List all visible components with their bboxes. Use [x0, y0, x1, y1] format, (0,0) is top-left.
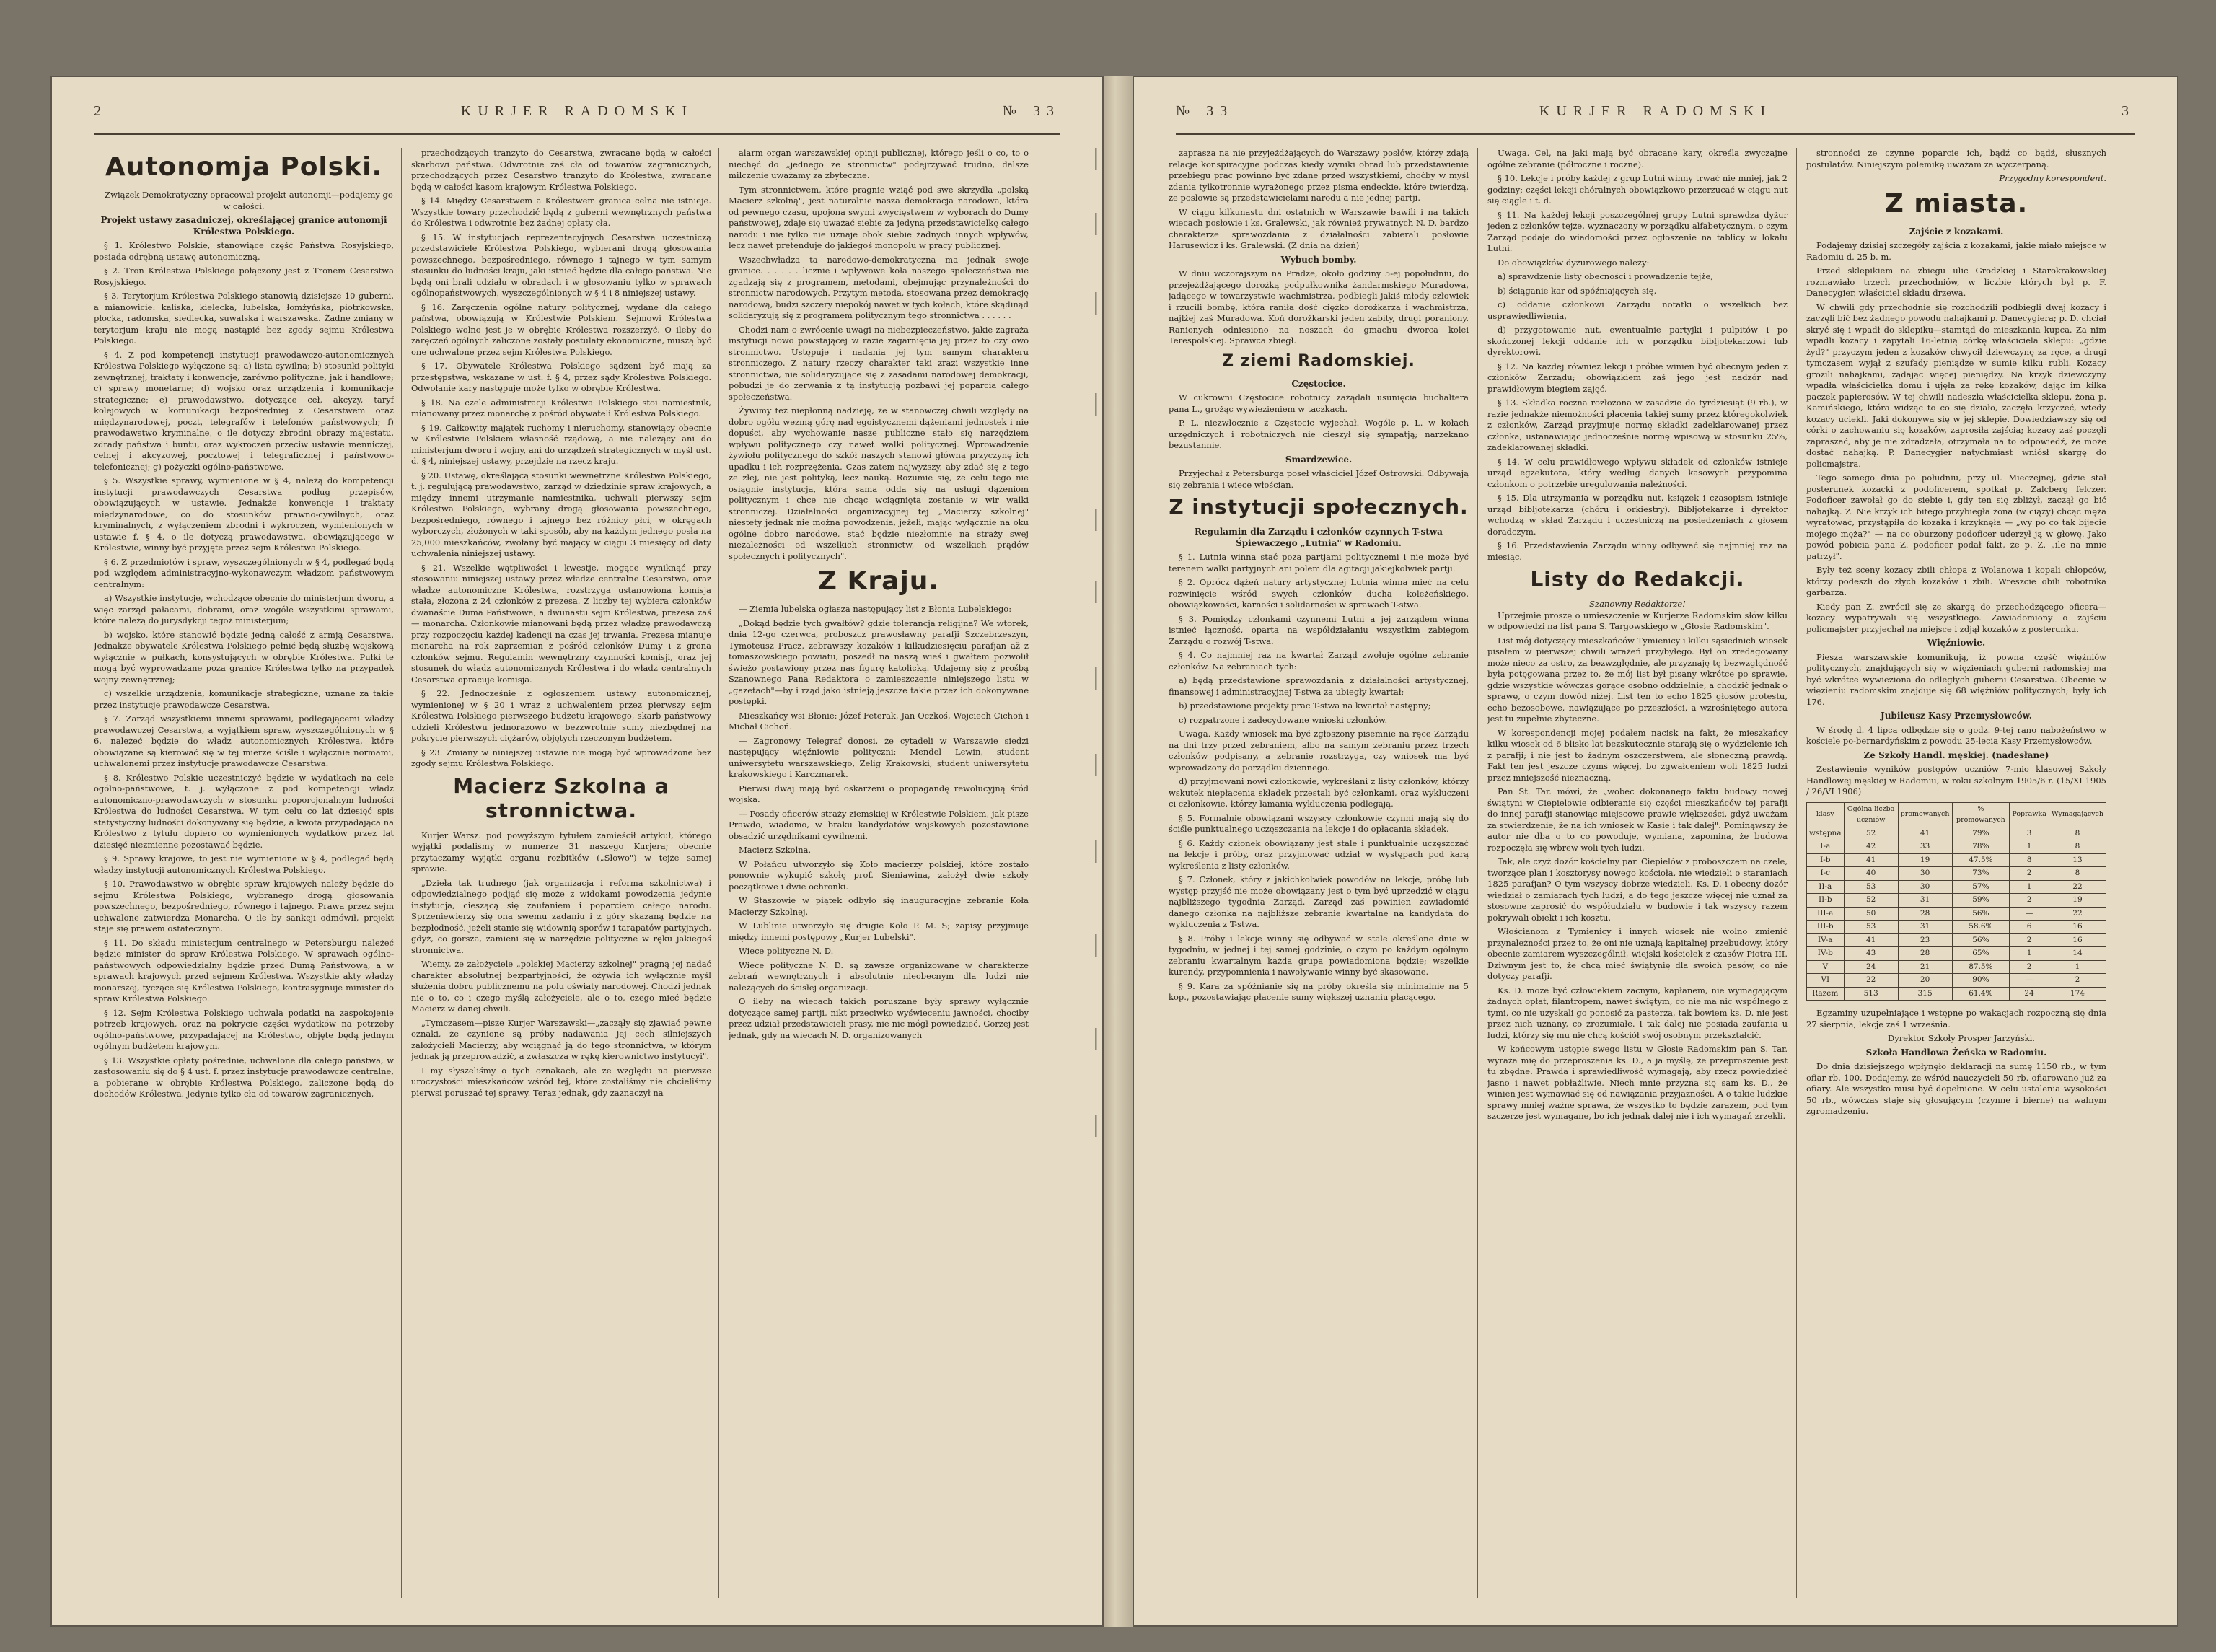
article-paragraph: § 1. Królestwo Polskie, stanowiące część Państwa Rosyjskiego, posiada odrębną ustawę autonomiczną. [94, 240, 394, 262]
article-paragraph: — Ziemia lubelska ogłasza następujący list z Błonia Lubelskiego: [739, 604, 1012, 614]
table-cell: I-c [1807, 867, 1845, 881]
article-paragraph: § 14. Między Cesarstwem a Królestwem granica celna nie istnieje. Wszystkie towary przechodzić będą z guberni wewnętrznych państwa do Królestwa i odwrotnie bez żadnej opłaty cła. [411, 195, 711, 228]
article-paragraph: § 7. Członek, który z jakichkolwiek powodów na lekcje, próbę lub występ przyjść nie może obowiązany jest o tym być uprzedzić w ciągu najbliższego tygodnia Zarząd. Zarząd zaś powinien zawiadomić danego członka na najbliższe zebranie kwartalne na kandydata do wykluczenia z T-stwa. [1169, 874, 1469, 929]
table-cell: 90% [1952, 974, 2010, 988]
table-cell: 59% [1952, 894, 2010, 908]
article-paragraph: W cukrowni Częstocice robotnicy zażądali usunięcia buchaltera pana L., grożąc wywiezieniem w taczkach. [1169, 392, 1469, 414]
article-paragraph: Włościanom z Tymienicy i innych wiosek nie wolno zmienić przynależności przez to, że oni nie uznają kapitalnej przebudowy, który obecnie zamiarem wyszczególnił, wiejski kościołek z czasów Piotra III. Dziwnym jest to, że chcą mieć świątynię dla swoich pasów, co nie dotyczy parafji. [1487, 926, 1788, 981]
right-column-3 [1806, 148, 2106, 1598]
table-cell: 22 [2049, 880, 2106, 894]
section-subhead: Częstocice. [1291, 378, 1346, 389]
table-row [1807, 907, 2106, 921]
table-cell: 1 [2010, 840, 2049, 854]
article-paragraph: Zestawienie wyników postępów uczniów 7-mio klasowej Szkoły Handlowej męskiej w Radomiu, w roku szkolnym 1905/6 r. (15/XI 1905 / 26/VI 1906) [1806, 764, 2106, 796]
right-newspaper-page [1133, 76, 2178, 1627]
article-paragraph: Pan St. Tar. mówi, że „wobec dokonanego faktu budowy nowej świątyni w Ciepielowie odbieranie się części mieszkańców tej parafji do innej parafji stanowiąc miejscowe prawie większości, gdyż uważam za stwierdzenie, że na ich wniosek w Kasie i tak dalej". Pominąwszy że autor nie dba o to co powoduje, wymiana, zapomina, że budowa rozpoczęła się wbrew woli tych ludzi. [1487, 786, 1788, 853]
article-heading: Z Kraju. [817, 566, 940, 596]
article-paragraph: Pierwsi dwaj mają być oskarżeni o propagandę rewolucyjną śród wojska. [729, 783, 1029, 804]
article-heading: Z miasta. [1884, 188, 2028, 219]
table-cell: IV-a [1807, 933, 1845, 947]
article-paragraph: b) ściąganie kar od spóźniających się, [1498, 285, 1657, 296]
article-paragraph: Tego samego dnia po południu, przy ul. Mieczejnej, gdzie stał posterunek kozacki z podoficerem, spotkał p. Zalcberg felczer. Podoficer zawołał go do siebie i, gdy ten się zbliżył, zaczął go bić nahajką. Z. Nie krzyk ich bitego przybiegła żona (w ciąży) chcąc męża wyratować, przystąpiła do kozaka i krzyknęła — „wy po co tak bijecie mojego męża?" — na co oburzony podoficer uderzył ją w głowę. Jako powód pobicia pana Z. podoficer podał fakt, że p. Z. „ile na mnie patrzył". [1806, 473, 2106, 561]
table-cell: 73% [1952, 867, 2010, 881]
table-cell: 8 [2049, 867, 2106, 881]
table-cell: 53 [1844, 921, 1898, 934]
article-body [411, 830, 711, 1099]
article-body [1169, 552, 1469, 1003]
article-paragraph: § 6. Z przedmiotów i spraw, wyszczególnionych w § 4, podlegać będą pod względem administracyjno-wykonawczym władzom państwowym centralnym: [94, 556, 394, 589]
page-number: 2 [94, 103, 107, 119]
table-cell: 65% [1952, 947, 2010, 961]
table-cell: 19 [1898, 853, 1952, 867]
table-cell: 2 [2010, 867, 2049, 881]
article-paragraph: Tak, ale czyż dozór kościelny par. Ciepielów z proboszczem na czele, tworzące plan i kosztorysy nowego kościoła, nie wiedzieli o staraniach 1825 parafjan? O tym wszyscy dobrze wiedzieli. Ks. D. i obecny dozór wiedział o zamiarach tych ludzi, a do tego jeszcze więcej nie uznał za stosowne zaprosić do współudziału w budowie i tak wszyscy razem pokrywali obiekt i ich kosztu. [1487, 856, 1788, 923]
table-cell: 3 [2010, 827, 2049, 840]
fold-mark: | [1094, 289, 1099, 315]
article-body [1487, 148, 1788, 563]
article-paragraph: przechodzących tranzyto do Cesarstwa, zwracane będą w całości skarbowi państwa. Odwrotnie zaś cła od towarów zagranicznych, przechodzących przez Cesarstwo tranzyto do Królestwa, zwracane będą w całości kasom krajowym Królestwa Polskiego. [411, 148, 711, 192]
article-paragraph: d) przyjmowani nowi członkowie, wykreślani z listy członków, którzy wskutek niepłacenia składek przestali być członkami, oraz wykluczeni ci członkowie, którzy łamania wykluczenia podlegają. [1169, 776, 1469, 809]
issue-number: № 33 [1176, 103, 1234, 119]
article-body [94, 240, 394, 1100]
table-cell: 2 [2010, 933, 2049, 947]
article-heading: Z instytucji społecznych. [1169, 495, 1469, 519]
table-cell: 53 [1844, 880, 1898, 894]
article-paragraph: W środę d. 4 lipca odbędzie się o godz. 9-tej rano nabożeństwo w kościele po-bernardyńskim z powodu 25-lecia Kasy Przemysłowców. [1806, 724, 2106, 746]
table-cell: — [2010, 974, 2049, 988]
table-cell: I-b [1807, 853, 1845, 867]
table-row [1807, 947, 2106, 961]
article-heading: Z ziemi Radomskiej. [1222, 351, 1415, 370]
table-cell: IV-b [1807, 947, 1845, 961]
table-row [1807, 880, 2106, 894]
article-paragraph: § 16. Zaręczenia ogólne natury politycznej, wydane dla całego państwa, obowiązują w Królestwie Polskiem. Sejmowi Królestwa Polskiego wolno jest je w obrębie Królestwa rozszerzyć. O ileby do zaręczeń ogólnych zaliczone zostały postulaty ekonomiczne, muszą być one uchwalone przez sejm Królestwa Polskiego. [411, 302, 711, 357]
article-paragraph: Uprzejmie proszę o umieszczenie w Kurjerze Radomskim słów kilku w odpowiedzi na list pana S. Targowskiego w „Głosie Radomskim". [1487, 610, 1788, 631]
article-paragraph: Podajemy dzisiaj szczegóły zajścia z kozakami, jakie miało miejsce w Radomiu d. 25 b. m. [1806, 240, 2106, 262]
article-paragraph: „Tymczasem—pisze Kurjer Warszawski—„zacząły się zjawiać pewne oznaki, że czynione są próby nadawania jej cech silniejszych założycieli Macierzy, aby wciągnąć ją do tego stronnictwa, w którym jednak ją przeprowadzić, a zwłaszcza w rękę kierownictwo instytucyi". [411, 1017, 711, 1061]
article-paragraph: § 9. Kara za spóźnianie się na próby określa się minimalnie na 5 kop., pozostawiając płacenie sumy większej uznaniu płacącego. [1169, 980, 1469, 1002]
article-paragraph: W Staszowie w piątek odbyło się inauguracyjne zebranie Koła Macierzy Szkolnej. [729, 895, 1029, 917]
article-paragraph: P. L. niezwłocznie z Częstocic wyjechał. Wogóle p. L. w kołach urzędniczych i robotniczych nie cieszył się sympatją; narzekano bezustannie. [1169, 418, 1469, 450]
table-cell: 22 [2049, 907, 2106, 921]
table-cell: 23 [1898, 933, 1952, 947]
section-subhead: Zajście z kozakami. [1909, 226, 2004, 237]
table-cell: 28 [1898, 907, 1952, 921]
article-paragraph: W Połańcu utworzyło się Koło macierzy polskiej, które zostało ponownie wykupić szkołę prof. Sieniawina, założył dwie szkoły początkowe i dwie ochronki. [729, 858, 1029, 892]
article-paragraph: Mieszkańcy wsi Błonie: Józef Feterak, Jan Oczkoś, Wojciech Cichoń i Michał Cichoń. [729, 710, 1029, 731]
table-cell: 50 [1844, 907, 1898, 921]
article-body [1806, 148, 2106, 170]
article-paragraph: § 17. Obywatele Królestwa Polskiego sądzeni być mają za przestępstwa, wskazane w ust. f. § 4, przez sądy Królestwa Polskiego. Odwołanie kary następuje może tylko w obrębie Królestwa. [411, 361, 711, 393]
issue-number: № 33 [1002, 103, 1060, 119]
table-cell: 1 [2010, 880, 2049, 894]
article-paragraph: Chodzi nam o zwrócenie uwagi na niebezpieczeństwo, jakie zagraża instytucji nowo powstającej w razie zagarnięcia jej przez to czy owo stronnictwo. Ustępuje i nadania jej tym samym charakteru stronniczego. Z natury rzeczy charakter taki zrazi wszystkie inne stronnictwa, nie solidaryzujące się z zasadami narodowej demokracji, pobudzi je do zerwania z tą instytucją pozbawi jej poparcia całego społeczeństwa. [729, 324, 1029, 402]
article-paragraph: § 15. Dla utrzymania w porządku nut, książek i czasopism istnieje urząd bibljotekarza (chóru i orkiestry). Bibljotekarze i dyrektor wchodzą w skład Zarządu i uczestniczą na posiedzeniach z głosem doradczym. [1487, 493, 1788, 537]
article-paragraph: a) będą przedstawione sprawozdania z działalności artystycznej, finansowej i administracyjnej T-stwa za ubiegły kwartał; [1169, 675, 1469, 697]
table-cell: 33 [1898, 840, 1952, 854]
article-paragraph: stronności ze czynne poparcie ich, bądź co bądź, słusznych postulatów. Niniejszym polemikę uważam za wyczerpaną. [1806, 148, 2106, 170]
fold-mark: | [1094, 750, 1099, 777]
table-cell: — [2010, 907, 2049, 921]
article-body [1487, 610, 1788, 1122]
table-cell: 41 [1844, 933, 1898, 947]
article-paragraph: § 13. Wszystkie opłaty pośrednie, uchwalone dla całego państwa, w zastosowaniu się do § 4 ust. f. przez instytucje prawodawcze centralne, a pobierane w obrębie Królestwa Polskiego, zaliczone będą do dochodów Królestwa. Jedynie tylko cła od towarów zagranicznych, [94, 1055, 394, 1099]
table-cell: 513 [1844, 987, 1898, 1001]
table-cell: 61.4% [1952, 987, 2010, 1001]
salutation: Szanowny Redaktorze! [1589, 599, 1686, 609]
section-subhead: Ze Szkoły Handl. męskiej. (nadesłane) [1863, 750, 2049, 760]
article-paragraph: Wszechwładza ta narodowo-demokratyczna ma jednak swoje granice. . . . . . licznie i wpływowe koła naszego społeczeństwa nie zgadzają się z programem, metodami, obejmując przynależności do stronnictw narodowych. Przytym metoda, stosowana przez demokrację narodową, budzi szczery niepokój nawet w tych kołach, które skądinąd solidaryzują się z programem politycznym tego stronnictwa . . . . . . [729, 254, 1029, 320]
article-heading: Macierz Szkolna a stronnictwa. [453, 773, 669, 822]
article-paragraph: Do dnia dzisiejszego wpłynęło deklaracji na sumę 1150 rb., w tym ofiar rb. 100. Dodajemy, że wśród nauczycieli 50 rb. ofiarowano już za ofiary. Ale wszystko musi być dopełnione. W celu ustalenia wysokości 50 rb., wówczas staje się głosującym (czynne i bierne) na walnym zgromadzeniu. [1806, 1061, 2106, 1116]
article-paragraph: alarm organ warszawskiej opinji publicznej, którego jeśli o co, to o niechęć do „jednego ze stronnictw" podejrzywać trudno, dalsze milczenie uważamy za zbyteczne. [729, 148, 1029, 180]
section-subhead: Więźniowie. [1927, 638, 1986, 648]
running-header [1176, 103, 2135, 125]
article-paragraph: § 22. Jednocześnie z ogłoszeniem ustawy autonomicznej, wymienionej w § 20 i wraz z uchwaleniem przez pierwszy sejm Królestwa Polskiego pierwszego budżetu krajowego, skarb państwowy udzieli Królestwu jednorazowo w bezzwrotnie sumy niezbędnej na pokrycie pierwszych ciężarów, objętych rzeczonym budżetem. [411, 688, 711, 743]
column-divider [401, 148, 402, 1598]
table-row [1807, 853, 2106, 867]
table-cell: 8 [2049, 840, 2106, 854]
article-paragraph: d) przygotowanie nut, ewentualnie partyjki i pulpitów i po skończonej lekcji oddanie ich w porządku bibljotekarzowi lub dyrektorowi. [1487, 325, 1788, 357]
running-header [94, 103, 1060, 125]
table-cell: 1 [2049, 960, 2106, 974]
article-paragraph: Kiedy pan Z. zwrócił się ze skargą do przechodzącego oficera—kozacy wypatrywali się wszystkiego. Zawiadomiony o zajściu policmajster przyjechał na miejsce i zdjął kozaków z posterunku. [1806, 601, 2106, 634]
left-column-1 [94, 148, 394, 1598]
article-paragraph: W chwili gdy przechodnie się rozchodzili podbiegli dwaj kozacy i zaczęli bić bez żadnego powodu nahajkami p. Danecygiera; p. D. chciał skryć się i wpadł do sklepiku—stamtąd do mieszkania kupca. Za nim wpadli kozacy i zapytali 16-letnią córkę właściciela sklepu: „gdzie żyd?" przyczym jeden z kozaków chwycił dziewczynę za ręce, a drugi tymczasem wyjął z szufady pieniądze w sumie kilku rubli. Kozacy grozili nahajkami, żądając więcej pieniędzy. Na krzyk dziewczyny wpadła właścicielka domu i ujęła za rękę kozaków, dając im kilka paczek papierosów. W tej chwili nadeszła właścicielka sklepu, żona p. Kamińskiego, która widząc to co się działo, zaczęła krzyczeć, wtedy kozacy uciekli. Jaki dokonywa się w jej sklepie. Dowiedziawszy się od córki o zachowaniu się kozaków, zaprosiła zajścia; kozacy zaś poczęli zapraszać, aby je nie zdradzała, otrzymała na to odpowiedź, że może dostać nahajką. P. Danecygier natychmiast wniósł skargę do policmajstra. [1806, 302, 2106, 469]
article-paragraph: § 13. Składka roczna rozłożona w zasadzie do tyrdziesiąt (9 rb.), w razie jednakże niemożności płacenia takiej sumy przez któregokolwiek z członków, Zarząd przyjmuje normę składki zadeklarowanej przez członka, ustanawiając jednocześnie normę wpisową w stosunku 25%, zadeklarowanej składki. [1487, 397, 1788, 452]
article-paragraph: „Dzieła tak trudnego (jak organizacja i reforma szkolnictwa) i odpowiedzialnego podjąć się może z widokami powodzenia jedynie instytucja, cieszącą się zaufaniem i poparciem całego narodu. Sprzeniewierzy się ona swemu zadaniu i z góry skazaną będzie na bezpłodność, jeżeli stanie się widownią sporów i tarapatów partyjnych, gdyż, co gorsza, zamieni się w narzędzie polityczne w ręku jakiegoś stronnictwa. [411, 877, 711, 955]
article-paragraph: Wiemy, że założyciele „polskiej Macierzy szkolnej" pragną jej nadać charakter absolutnej bezpartyjności, że ożywia ich wyłącznie myśl służenia dobru publicznemu na polu oświaty narodowej. Chodzi jednak nie o to, co i czego myślą założyciele, ale o to, czego mieć będzie Macierz w danej chwili. [411, 959, 711, 1014]
table-cell: 31 [1898, 921, 1952, 934]
article-paragraph: zaprasza na nie przyjeżdżających do Warszawy posłów, którzy zdają relacje konspiracyjne podczas kiedy wyniki obrad lub przedstawienie przebiegu prac powinno być zdane przed wszystkiemi, choćby w myśl zdania tylkotronnie wyrażonego przez pisma endeckie, które twierdzą, że posłowie są przedstawicielami narodu a nie jednej partji. [1169, 148, 1469, 203]
table-cell: 58.6% [1952, 921, 2010, 934]
article-paragraph: W dniu wczorajszym na Pradze, około godziny 5-ej popołudniu, do przejeżdżającego dorożką podpułkownika żandarmskiego Muradowa, jadącego w towarzystwie wachmistrza, podbiegli jakiś młody człowiek i rzucili bombę, która raniła dość ciężko dorożkarza i wachmistrza, najlżej zaś Muradowa. Koń dorożkarski jeden zabity, drugi poraniony. Ranionych odniesiono na noszach do gmachu dworca kolei Terespolskiej. Sprawca zbiegł. [1169, 268, 1469, 346]
article-paragraph: § 11. Na każdej lekcji poszczególnej grupy Lutni sprawdza dyżur jeden z członków tejże, wyznaczony w porządku alfabetycznym, o czym Zarząd podaje do wiadomości przez ogłoszenie na tablicy w lokalu Lutni. [1487, 209, 1788, 253]
article-paragraph: c) oddanie członkowi Zarządu notatki o wszelkich bez usprawiedliwienia, [1487, 299, 1788, 321]
article-paragraph: § 5. Wszystkie sprawy, wymienione w § 4, należą do kompetencji instytucji prawodawczych Cesarstwa podług przepisów, obowiązujących w ustawie. Jednakże konwencje i traktaty międzynarodowe, co do stosunków prawno-cywilnych, oraz kryminalnych, z wyłączeniem zbrodni i wykroczeń, wymienionych w ustawie f. § 4, o ile dotyczą prawodawstwa, obowiązującego w Królestwie, winny być przyjęte przez sejm Królestwa Polskiego. [94, 475, 394, 553]
article-paragraph: § 3. Terytorjum Królestwa Polskiego stanowią dzisiejsze 10 guberni, a mianowicie: kaliska, kielecka, lubelska, łomżyńska, piotrkowska, płocka, radomska, siedlecka, suwalska i warszawska. Żadne zmiany w terytorjum kraju nie mogą nastąpić bez zgody sejmu Królestwa Polskiego. [94, 291, 394, 346]
article-paragraph: § 8. Królestwo Polskie uczestniczyć będzie w wydatkach na cele ogólno-państwowe, t. j. wyłączone z pod kompetencji władz autonomiczno-prawodawczych w stosunku proporcjonalnym ludności Królestwa do ludności Cesarstwa. W tym celu co lat dziesięć spis statystyczny ludności dokonywany się będzie, a kwota przypadająca na Królestwo z tytułu dopiero co wymienionych wydatków przez lat dziesięć niezmienne pozostawać będzie. [94, 772, 394, 850]
table-cell: 40 [1844, 867, 1898, 881]
article-heading: Listy do Redakcji. [1530, 567, 1745, 591]
article-paragraph: Egzaminy uzupełniające i wstępne po wakacjach rozpoczną się dnia 27 sierpnia, lekcje zaś 1 września. [1806, 1008, 2106, 1029]
article-paragraph: „Dokąd będzie tych gwałtów? gdzie tolerancja religijna? We wtorek, dnia 12-go czerwca, proboszcz prawosławny parafji Szczebrzeszyn, Tymoteusz Pracz, zebrawszy kozaków i kilkudziesięciu parafjan až z tomaszowskiego powiatu, poszedł na naszą wieś i gwałtem pozwolił świeżo postawiony przez nas figurę katolicką. Udajemy się z prośbą Szanownego Pana Redaktora o zamieszczenie niniejszego listu w „gazetach"—by i rząd jako istnieją jeszcze takie przez ich dokonywane postępki. [729, 618, 1029, 706]
article-paragraph: § 8. Próby i lekcje winny się odbywać w stale określone dnie w tygodniu, w jednej i tej samej godzinie, o czym po każdym ogólnym zebraniu kwartalnym każda grupa powiadomiona będzie; wszelkie kurendy, przypomnienia i nawoływanie winny być skasowane. [1169, 933, 1469, 977]
fold-mark: | [1094, 1111, 1099, 1138]
table-cell: 174 [2049, 987, 2106, 1001]
fold-mark: | [1094, 390, 1099, 416]
article-paragraph: — Posady oficerów straży ziemskiej w Królestwie Polskiem, jak pisze Prawdo, wiadomo, w braku kandydatów wojskowych pozostawione obsadzić urzędnikami cywilnemi. [729, 808, 1029, 841]
table-row [1807, 827, 2106, 840]
binding-strip-letters [1089, 115, 1118, 1414]
table-cell: 16 [2049, 933, 2106, 947]
fold-mark: | [1094, 1024, 1099, 1051]
table-cell: 30 [1898, 867, 1952, 881]
article-paragraph: § 4. Z pod kompetencji instytucji prawodawczo-autonomicznych Królestwa Polskiego wyłączone są: a) lista cywilna; b) stosunki polityki zewnętrznej, traktaty i konwencje, zarówno polityczne, jak i handlowe; c) sprawy monetarne; d) wojsko oraz urządzenia i komunikacje strategiczne; e) prawodawstwo, dotyczące ceł, akcyzy, taryf kolejowych w komunikacji bezpośredniej z Cesarstwem oraz międzynarodowej, poczt, telegrafów i telefonów państwowych; f) prawodawstwo kryminalne, o ile dotyczy zbrodni obrazy majestatu, zdrady państwa i buntu, oraz wykroczeń przeciw ustawie menniczej, celnej i akcyzowej, pocztowej i telegraficznej i państwowo-telefonicznej; g) pożyczki ogólno-państwowe. [94, 349, 394, 472]
table-cell: 8 [2010, 853, 2049, 867]
table-cell: III-b [1807, 921, 1845, 934]
section-subhead: Szkoła Handlowa Żeńska w Radomiu. [1865, 1047, 2047, 1058]
article-paragraph: Uwaga. Cel, na jaki mają być obracane kary, określa zwyczajne ogólne zebranie (półroczne i roczne). [1487, 148, 1788, 170]
header-rule [94, 133, 1060, 135]
table-row [1807, 840, 2106, 854]
article-paragraph: c) wszelkie urządzenia, komunikacje strategiczne, uznane za takie przez instytucje prawodawcze Cesarstwa. [94, 688, 394, 710]
table-cell: 79% [1952, 827, 2010, 840]
article-paragraph: Przyjechał z Petersburga poseł właściciel Józef Ostrowski. Odbywają się zebrania i wiece włościan. [1169, 468, 1469, 490]
article-paragraph: Macierz Szkolna. [739, 845, 812, 855]
article-paragraph: Były też sceny kozacy zbili chłopa z Wolanowa i kopali chłopców, którzy podeszli do złych kozaków i zbili. Wreszcie obili robotnika garbarza. [1806, 565, 2106, 597]
article-paragraph: Wiece polityczne N. D. są zawsze organizowane w charakterze zebrań wewnętrznych i absolutnie nieobecnym dla ludzi nie należących do ścisłej organizacji. [729, 959, 1029, 993]
table-cell: 22 [1844, 974, 1898, 988]
right-column-2 [1487, 148, 1788, 1598]
table-cell: 2 [2010, 894, 2049, 908]
article-body [729, 148, 1029, 562]
article-paragraph: Uwaga. Każdy wniosek ma być zgłoszony pisemnie na ręce Zarządu na dni trzy przed zebraniem, albo na samym zebraniu przez trzech członków podpisany, a zebranie rozstrzyga, czy wniosek ma być wprowadzony do porządku dziennego. [1169, 729, 1469, 773]
article-paragraph: § 6. Każdy członek obowiązany jest stale i punktualnie uczęszczać na lekcje i próby, oraz przyjmować udział w występach pod karą wykreślenia z listy członków. [1169, 838, 1469, 871]
table-body [1807, 827, 2106, 1001]
table-cell: 41 [1844, 853, 1898, 867]
table-cell: 41 [1898, 827, 1952, 840]
newspaper-title: KURJER RADOMSKI [1539, 103, 1772, 119]
table-cell: V [1807, 960, 1845, 974]
table-row [1807, 921, 2106, 934]
header-rule [1176, 133, 2135, 135]
article-paragraph: § 14. W celu prawidłowego wpływu składek od członków istnieje urząd egzekutora, który według danych kasowych przypomina członkom o potrzebie uregulowania należności. [1487, 456, 1788, 489]
article-paragraph: § 9. Sprawy krajowe, to jest nie wymienione w § 4, podlegać będą władzy instytucji autonomicznych Królestwa Polskiego. [94, 853, 394, 875]
table-cell: 21 [1898, 960, 1952, 974]
table-cell: I-a [1807, 840, 1845, 854]
table-cell: 1 [2010, 947, 2049, 961]
table-cell: 2 [2049, 974, 2106, 988]
article-paragraph: c) rozpatrzone i zadecydowane wnioski członków. [1179, 714, 1388, 725]
article-paragraph: § 15. W instytucjach reprezentacyjnych Cesarstwa uczestniczą przedstawiciele Królestwa Polskiego, wybierani drogą głosowania powszechnego, bezpośredniego, równego i tajnego w tym samym stosunku do ludności kraju, jaki istnieć będzie dla całego państwa. Nie będą oni brali udziału w obradach i w głosowaniu tylko w sprawach ogólnopaństwowych, wyszczególnionych w § 4 i 8 niniejszej ustawy. [411, 232, 711, 298]
article-paragraph: W korespondencji mojej podałem nacisk na fakt, że mieszkańcy kilku wiosek od 6 blisko lat bezskutecznie starają się o wydzielenie ich z parafji; i nie jest to żadnym oszczerstwem, ale słoneczną prawdą. Fakt ten jest jeszcze czymś więcej, bo zgwałceniem woli 1825 ludzi przez mniejszość nieznaczną. [1487, 727, 1788, 783]
article-intro: Związek Demokratyczny opracował projekt autonomji—podajemy go w całości. [105, 190, 393, 211]
article-paragraph: § 18. Na czele administracji Królestwa Polskiego stoi namiestnik, mianowany przez monarchę z pośród obywateli Królestwa Polskiego. [411, 397, 711, 418]
table-cell: 6 [2010, 921, 2049, 934]
article-paragraph: a) sprawdzenie listy obecności i prowadzenie tejże, [1498, 271, 1713, 281]
article-body [729, 604, 1029, 1041]
article-paragraph: § 5. Formalnie obowiązani wszyscy członkowie czynni mają się do ściśle punktualnego uczęszczania na lekcje i do opłacania składek. [1169, 812, 1469, 834]
article-paragraph: List mój dotyczący mieszkańców Tymienicy i kilku sąsiednich wiosek pisałem w pierwszej chwili wrażeń przybyłego. Był on zredagowany może nieco za ostro, za bezwzględnie, ale przyznaję tę bezwzględność była potęgowana przez to, że mój list był pisany wkrótce po sprawie, gdzie wszystkie wówczas gorące osobno oddzielnie, a chodzić jednak o sprawę, o czym dowód niżej. List ten to echo 1825 głosów protestu, echo bezosobowe, nawiązujące po przeszłości, a wzrośniętego autora jest tu zupełnie zbyteczne. [1487, 635, 1788, 724]
article-paragraph: § 4. Co najmniej raz na kwartał Zarząd zwołuje ogólne zebranie członków. Na zebraniach tych: [1169, 650, 1469, 672]
table-cell: 19 [2049, 894, 2106, 908]
table-cell: 78% [1952, 840, 2010, 854]
table-cell: 42 [1844, 840, 1898, 854]
table-cell: 43 [1844, 947, 1898, 961]
table-header-cell: Ogólna liczba uczniów [1844, 802, 1898, 827]
table-header-cell: Poprawka [2010, 802, 2049, 827]
article-paragraph: § 16. Przedstawienia Zarządu winny odbywać się najmniej raz na miesiąc. [1487, 540, 1788, 562]
article-body [1806, 240, 2106, 635]
table-cell: 31 [1898, 894, 1952, 908]
school-results-table [1806, 802, 2106, 1001]
fold-mark: | [1094, 577, 1099, 604]
table-cell: 8 [2049, 827, 2106, 840]
table-header-cell: klasy [1807, 802, 1845, 827]
article-paragraph: Kurjer Warsz. pod powyższym tytułem zamieścił artykuł, którego wyjątki podaliśmy w numerze 31 naszego Kurjera; obecnie przytaczamy wyjątki organu rozbitków („Słowo") w tejże samej sprawie. [411, 830, 711, 874]
article-paragraph: § 10. Prawodawstwo w obrębie spraw krajowych należy będzie do sejmu Królestwa Polskiego, wybranego drogą głosowania powszechnego, bezpośredniego, równego i tajnego. Prawa przez sejm uchwalone zatwierdza Monarcha. O ile by sankcji odmówił, projekt staje się prawem ostatecznym. [94, 879, 394, 933]
article-paragraph: W Lublinie utworzyło się drugie Koło P. M. S; zapisy przyjmuje między innemi postępowy „Kurjer Lubelski". [729, 921, 1029, 942]
table-header-cell: % promowanych [1952, 802, 2010, 827]
article-paragraph: § 3. Pomiędzy członkami czynnemi Lutni a jej zarządem winna istnieć łączność, oparta na współdziałaniu wszystkim zabiegom Zarządu o rozwój T-stwa. [1169, 613, 1469, 646]
article-paragraph: O ileby na wiecach takich poruszane były sprawy wyłącznie dotyczące samej partji, nikt przeciwko wyświeceniu jawności, chociby przez udział przedstawicieli prasy, nie nic mógł powiedzieć. Gorzej jest jednak, gdy na wiecach N. D. organizowanych [729, 996, 1029, 1040]
table-header-cell: Wymagających [2049, 802, 2106, 827]
article-paragraph: Przed sklepikiem na zbiegu ulic Grodzkiej i Starokrakowskiej rozmawiało trzech przechodniów, w liczbie których był p. F. Danecygier, właściciel składu drzewa. [1806, 265, 2106, 298]
article-paragraph: I my słyszeliśmy o tych oznakach, ale ze względu na pierwsze uroczystości mieszkańców wśród tej, które zostaliśmy nie chcieliśmy pierwsi poruszać tej sprawy. Teraz jednak, gdy zaznaczył na [411, 1065, 711, 1098]
table-cell: 2 [2010, 960, 2049, 974]
signature: Przygodny korespondent. [1999, 173, 2106, 183]
fold-mark: | [1094, 209, 1099, 236]
table-row [1807, 960, 2106, 974]
article-paragraph: — Zagronowy Telegraf donosi, że cytadeli w Warszawie siedzi następujący więźniowie polityczni: Mendel Lewin, student uniwersytetu warszawskiego, Zelig Krakowski, student uniwersytetu krakowskiego i Karczmarek. [729, 735, 1029, 779]
fold-mark: | [1094, 931, 1099, 957]
table-cell: Razem [1807, 987, 1845, 1001]
article-paragraph: § 21. Wszelkie wątpliwości i kwestje, mogące wyniknąć przy stosowaniu niniejszej ustawy przez władze centralne Cesarstwa, oraz władze autonomiczne Królestwa, rozstrzyga ustanowiona komisja stała, złożona z 24 członków z prezesa. Z liczby tej wybiera członków dwanaście Duma Państwowa, a dwunastu sejm Królestwa, prezesa zaś — monarcha. Członkowie mianowani będą przez władzę prawodawczą przy rozpoczęciu każdej kadencji na czas jej trwania. Prezesa mianuje monarcha na rok zaprzemian z pośród członków Dumy i z grona członków sejmu. Regulamin wewnętrzny czynności komisji, oraz jej stosunek do władz autonomicznych Królestwa i do władz centralnych Cesarstwa opracuje komisja. [411, 562, 711, 685]
column-divider [1477, 148, 1478, 1598]
fold-mark: | [1094, 837, 1099, 864]
section-subhead: Smardzewice. [1285, 454, 1353, 465]
fold-mark: | [1094, 664, 1099, 690]
table-row [1807, 974, 2106, 988]
article-paragraph: § 2. Tron Królestwa Polskiego połączony jest z Tronem Cesarstwa Rosyjskiego. [94, 265, 394, 287]
table-cell: 28 [1898, 947, 1952, 961]
table-row [1807, 867, 2106, 881]
left-column-2 [411, 148, 711, 1598]
article-paragraph: Wiece polityczne N. D. [739, 946, 834, 956]
column-divider [1796, 148, 1797, 1598]
newspaper-title: KURJER RADOMSKI [460, 103, 694, 119]
table-cell: 14 [2049, 947, 2106, 961]
article-paragraph: § 12. Na każdej również lekcji i próbie winien być obecnym jeden z członków Zarządu; obowiązkiem zaś jego jest nadzór nad prawidłowym biegiem zajęć. [1487, 361, 1788, 394]
article-subheading: Projekt ustawy zasadniczej, określającej granice autonomji Królestwa Polskiego. [100, 215, 387, 237]
fold-mark: | [1094, 505, 1099, 532]
table-cell: VI [1807, 974, 1845, 988]
table-cell: 52 [1844, 894, 1898, 908]
article-paragraph: b) wojsko, które stanowić będzie jedną całość z armją Cesarstwa. Jednakże obywatele Królestwa Polskiego pełnić będą służbę wojskową wyłącznie w pułkach, konsystujących w obrębie Królestwa. Pułki te mogą być wyprowadzane poza granice Królestwa tylko na przypadek wojny zewnętrznej; [94, 629, 394, 685]
article-paragraph: § 1. Lutnia winna stać poza partjami politycznemi i nie może być terenem walki partyjnych ani polem dla agitacji jakiejkolwiek partji. [1169, 552, 1469, 574]
section-subhead: Jubileusz Kasy Przemysłowców. [1881, 711, 2032, 721]
article-paragraph: Ks. D. może być człowiekiem zacnym, kapłanem, nie wymagającym żadnych opłat, filantropem, nawet świętym, co nie ma nic wspólnego z tymi, co nie uzyskali go ponosić za pasterza, tak bowiem ks. D. nie jest przez nich uznany, co zrozumiałe. I tak dalej nie posiada zaufania u ludzi, którzy się mu nie chcą kościół swój osobnym przekształcić. [1487, 985, 1788, 1040]
article-paragraph: W ciągu kilkunastu dni ostatnich w Warszawie bawili i na takich wiecach posłowie i ks. Gralewski, jak również prywatnych N. D. bardzo charakterze sprawozdania z działalności zabierali posłowie Harusewicz i ks. Gralewski. (Z dnia na dzień) [1169, 206, 1469, 250]
table-cell: 87.5% [1952, 960, 2010, 974]
section-subhead: Regulamin dla Zarządu i członków czynnych T-stwa Śpiewaczego „Lutnia" w Radomiu. [1195, 527, 1443, 548]
article-paragraph: § 7. Zarząd wszystkiemi innemi sprawami, podlegającemi władzy prawodawczej Cesarstwa, a wyjątkiem spraw, wyszczególnionych w § 6, należeć będzie do władz autonomicznych Królestwa, które obowiązane są kierować się w tej mierze ściśle i wyłącznie normami, uchwalonemi przez instytucje prawodawcze Cesarstwa. [94, 713, 394, 768]
left-column-3 [729, 148, 1029, 1598]
page-number: 3 [2122, 103, 2135, 119]
table-cell: 52 [1844, 827, 1898, 840]
table-cell: 13 [2049, 853, 2106, 867]
article-paragraph: W końcowym ustępie swego listu w Głosie Radomskim pan S. Tar. wyraża mię do przeproszenia ks. D., a ja myślę, że przeproszenie jest tu zbędne. Prawda i sprawiedliwość wymagają, aby rzecz powiedzieć jasno i nawet pobłażliwie. Niech mnie przyzna się sam ks. D., że winien jest wymawiać się od nawiązania przyjazności. A o takie ludzkie sprawy mniej ważne sprawa, że wszystko to będzie zarazem, pod tym szczerze jest wymagane, bo ich jednak dalej nie i ich wymagań zrzekli. [1487, 1044, 1788, 1121]
left-newspaper-page [50, 76, 1104, 1627]
table-cell: II-a [1807, 880, 1845, 894]
article-paragraph: § 12. Sejm Królestwa Polskiego uchwala podatki na zaspokojenie potrzeb krajowych, oraz na pokrycie części wydatków na potrzeby ogólno-państwowe, przypadającej na Królestwo, objęte będą jednym ogólnym budżetem krajowym. [94, 1007, 394, 1051]
table-cell: 30 [1898, 880, 1952, 894]
article-paragraph: a) Wszystkie instytucje, wchodzące obecnie do ministerjum dworu, a więc zarząd pałacami, dobrami, oraz wogóle wszystkimi sprawami, które należą do jurysdykcji tegoż ministerjum; [94, 593, 394, 625]
article-paragraph: § 23. Zmiany w niniejszej ustawie nie mogą być wprowadzone bez zgody sejmu Królestwa Polskiego. [411, 747, 711, 768]
table-cell: 56% [1952, 933, 2010, 947]
table-cell: 315 [1898, 987, 1952, 1001]
article-paragraph: Dyrektor Szkoły Prosper Jarzyński. [1888, 1033, 2035, 1043]
article-body [411, 148, 711, 770]
article-paragraph: Żywimy też niepłonną nadzieję, że w stanowczej chwili względy na dobro ogółu wezmą górę nad egoistycznemi dążeniami jednostek i nie dopuści, aby wychowanie nasze publiczne stało się narzędziem wpływu politycznego czy nawet walki politycznej. Wprowadzenie żywiołu politycznego do szkół naszych stanowi główną przyczynę ich upadku i ich rozprzężenia. Czas zatem najwyższy, aby zdać się z tego ze złej, nie jest polityką, lecz nauką. Rozumie się, że celu tego nie osiągnie instytucja, która sama odda się na usługi dążeniom politycznym i chce nie chcąc wciągnięta zostanie w wir walki stronniczej. Działalności organizacyjnej tej „Macierzy szkolnej" niestety jednak nie można powodzenia, jeżeli, mając wyłącznie na oku ogólne dobro narodowe, stać będzie niezłomnie na straży swej niezależności od wszelkich stronnictw, od wszelkich prądów społecznych i politycznych". [729, 405, 1029, 561]
table-cell: 24 [2010, 987, 2049, 1001]
article-paragraph: b) przedstawione projekty prac T-stwa na kwartał następny; [1179, 700, 1431, 711]
table-total-row [1807, 987, 2106, 1001]
article-paragraph: § 11. Do składu ministerjum centralnego w Petersburgu należeć będzie minister do spraw Królestwa Polskiego. W sprawach ogólno-państwowych odpowiedzialny będzie przed Dumą Państwową, a w sprawach krajowych przed sejmem Królestwa. Wszystkie akty władzy monarszej, tyczące się Królestwa Polskiego, kontrasygnuje minister do spraw Królestwa Polskiego. [94, 937, 394, 1003]
table-header-cell: promowanych [1898, 802, 1952, 827]
article-heading: Autonomja Polski. [105, 152, 383, 182]
column-divider [718, 148, 719, 1598]
article-paragraph: § 10. Lekcje i próby każdej z grup Lutni winny trwać nie mniej, jak 2 godziny; części lekcji chóralnych obowiązkowo przerzucać w ciągu nut się ciągle i t. d. [1487, 173, 1788, 206]
table-cell: 16 [2049, 921, 2106, 934]
table-cell: II-b [1807, 894, 1845, 908]
table-cell: 47.5% [1952, 853, 2010, 867]
article-paragraph: § 19. Całkowity majątek ruchomy i nieruchomy, stanowiący obecnie w Królestwie Polskiem własność rządową, a nie należący ani do ministerjum dworu i wojny, ani do urządzeń strategicznych w myśl ust. d. § 4, niniejszej ustawy, przejdzie na rzecz kraju. [411, 422, 711, 466]
table-cell: 24 [1844, 960, 1898, 974]
right-column-1 [1169, 148, 1469, 1598]
fold-mark: | [1094, 144, 1099, 171]
table-cell: 57% [1952, 880, 2010, 894]
table-cell: III-a [1807, 907, 1845, 921]
article-paragraph: § 20. Ustawę, określającą stosunki wewnętrzne Królestwa Polskiego, t. j. regulującą prawodawstwo, zarząd w dziedzinie spraw krajowych, a między innemi utrzymanie namiestnika, uchwali pierwszy sejm Królestwa Polskiego, wybrany drogą głosowania powszechnego, bezpośredniego, równego i tajnego bez różnicy płci, w okręgach wyborczych, złożonych w taki sposób, aby na każdym jednego posła na 25,000 mieszkańców, zwołany być mający w ciągu 3 miesięcy od daty uchwalenia niniejszej ustawy. [411, 470, 711, 558]
table-row [1807, 933, 2106, 947]
table-row [1807, 894, 2106, 908]
table-cell: wstępna [1807, 827, 1845, 840]
article-paragraph: Piesza warszawskie komunikują, iż powna część więźniów politycznych, znajdujących się w więzieniach guberni radomskiej ma być wkrótce wywieziona do odległych guberni Cesarstwa. Obecnie w więzieniu radomskim znajduje się 68 więźniów politycznych; były ich 176. [1806, 651, 2106, 707]
article-paragraph: Tym stronnictwem, które pragnie wziąć pod swe skrzydła „polską Macierz szkolną", jest naturalnie nasza demokracja narodowa, która od pewnego czasu, upojona swymi zwycięstwem w wyborach do Dumy państwowej, zdaje się uważać siebie za jedyną przedstawicielkę całego narodu i nie tylko nie uznaje obok siebie żadnych innych wpływów, lecz nawet pretenduje do jakiegoś monopolu w pracy publicznej. [729, 184, 1029, 250]
table-cell: 56% [1952, 907, 2010, 921]
section-subhead: Wybuch bomby. [1280, 254, 1357, 265]
article-paragraph: Do obowiązków dyżurowego należy: [1498, 257, 1650, 268]
article-body [1169, 148, 1469, 252]
article-paragraph: § 2. Oprócz dążeń natury artystycznej Lutnia winna mieć na celu rozwinięcie wśród swych członków ducha koleżeńskiego, obowiązkowości, karności i solidarności w sprawach T-stwa. [1169, 577, 1469, 610]
table-header-row [1807, 802, 2106, 827]
table-cell: 20 [1898, 974, 1952, 988]
